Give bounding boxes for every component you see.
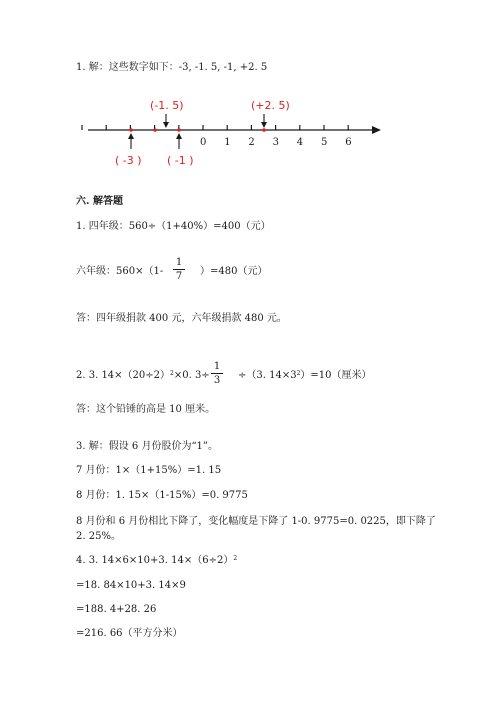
label-minus-1: ( -1 ) — [167, 154, 194, 167]
answer-1-line-2-suffix: ）=480（元） — [200, 266, 268, 277]
fraction-one-third — [210, 361, 224, 386]
fraction-denominator: 3 — [213, 375, 221, 386]
label-minus-3: ( -3 ) — [115, 154, 142, 167]
answer-3-line-1: 3. 解：假设 6 月份股价为“1”。 — [76, 441, 219, 452]
number-line-tick-label: 3 — [272, 137, 279, 148]
q1-answer-line: 1. 解：这些数字如下：-3, -1. 5, -1, +2. 5 — [76, 62, 268, 73]
number-line-tick-label: 4 — [296, 137, 304, 148]
point-minus-3 — [129, 128, 133, 132]
answer-2-line-1: 2. 3. $14\times(20\div 2)^2\times 0$. 3÷ — [76, 370, 210, 381]
answer-3-line-4: 8 月份和 6 月份相比下降了，变化幅度是下降了 1-0. 9775=0. 0225，即下降了 — [76, 516, 436, 527]
answer-3-line-5: 2. 25%。 — [76, 531, 121, 542]
answer-4-line-1: 4. 3. 14×6×10+3. $14\times(6\div 2)^2$ — [76, 555, 238, 566]
number-line-diagram — [0, 92, 500, 172]
answer-4-line-4: =216. 66（平方分米） — [76, 628, 183, 639]
arrow-up-icon — [176, 133, 182, 139]
label-plus-2-5: (+2. 5) — [251, 99, 290, 112]
fraction-one-seventh — [172, 257, 186, 282]
answer-4-line-2: =18. 84×10+3. 14×9 — [76, 580, 186, 591]
number-line-tick-label: 5 — [321, 137, 328, 148]
arrow-down-icon — [261, 122, 267, 128]
number-line-tick-label: 0 — [200, 137, 207, 148]
answer-2-conclusion: 答：这个铅锤的高是 10 厘米。 — [76, 404, 216, 415]
fraction-numerator: 1 — [213, 361, 221, 372]
section-title: 六. 解答题 — [76, 196, 123, 207]
answer-1-line-1: 1. 四年级：560÷（1+40%）=400（元） — [76, 221, 271, 232]
label-minus-1-5: (-1. 5) — [150, 99, 184, 112]
answer-1-conclusion: 答：四年级捐款 400 元，六年级捐款 480 元。 — [76, 313, 287, 324]
point-plus-2-5 — [262, 128, 266, 132]
answer-3-line-3: 8 月份：1. 15×（1-15%）=0. 9775 — [76, 490, 248, 501]
arrow-down-icon — [163, 122, 169, 128]
arrow-up-icon — [128, 133, 134, 139]
number-line-tick-label: 6 — [345, 137, 352, 148]
answer-4-line-3: =188. 4+28. 26 — [76, 604, 157, 615]
answer-1-line-2-prefix: 六年级：560×（1- — [76, 266, 164, 277]
answer-3-line-2: 7 月份：1×（1+15%）=1. 15 — [76, 465, 222, 476]
fraction-denominator: 7 — [175, 271, 183, 282]
point-minus-1-5 — [153, 128, 157, 132]
answer-2-line-1-suffix: ÷（3. $14\times 3^2)=10$（厘米） — [238, 370, 372, 381]
axis-arrow-icon — [372, 126, 381, 134]
fraction-numerator: 1 — [175, 257, 183, 268]
point-minus-1 — [177, 128, 181, 132]
number-line-tick-label: 2 — [248, 137, 255, 148]
number-line-tick-label: 1 — [224, 137, 231, 148]
